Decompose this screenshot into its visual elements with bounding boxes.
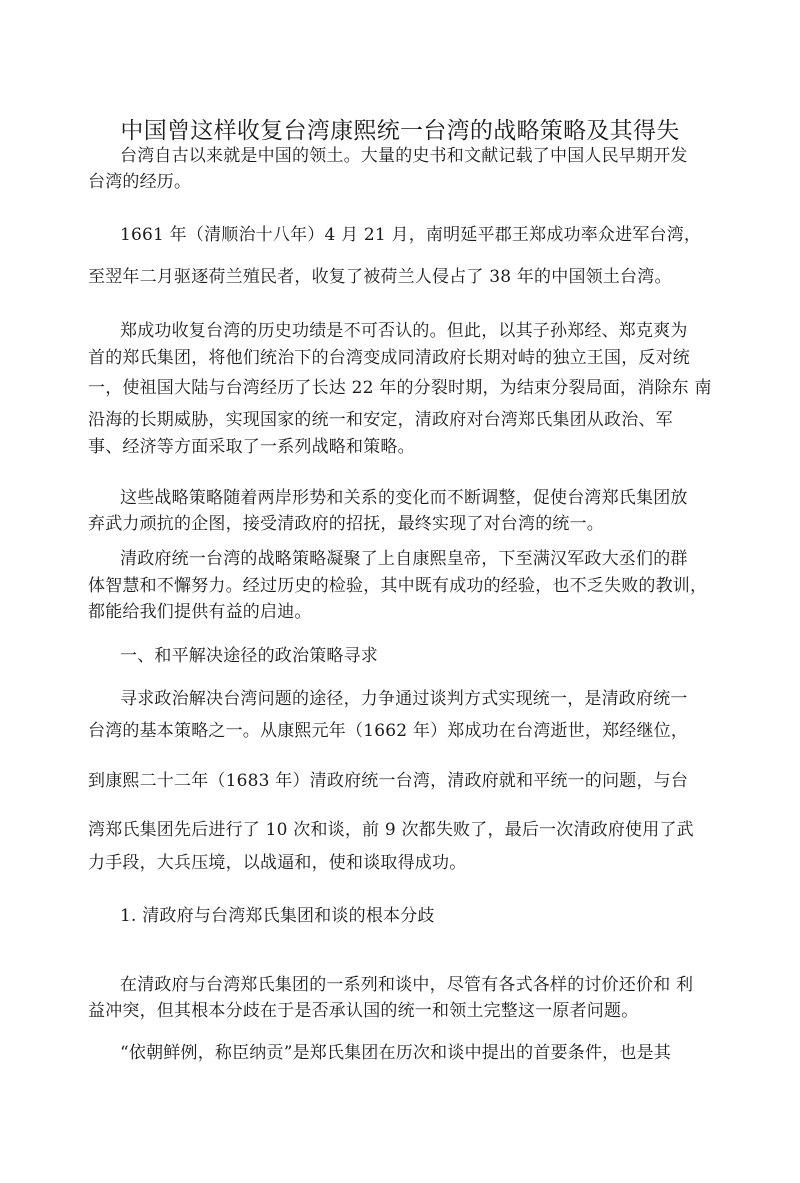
paragraph-line: 体智慧和不懈努力。经过历史的检验，其中既有成功的经验，也不乏失败的教训， [88, 576, 708, 596]
paragraph-line: 事、经济等方面采取了一系列战略和策略。 [88, 437, 415, 457]
paragraph-line: 力手段，大兵压境，以战逼和，使和谈取得成功。 [88, 853, 467, 873]
paragraph-line: 清政府统一台湾的战略策略凝聚了上自康熙皇帝，下至满汉军政大丞们的群 [120, 549, 688, 569]
paragraph-line: 寻求政治解决台湾问题的途径，力争通过谈判方式实现统一，是清政府统一 [120, 689, 688, 709]
paragraph-line: 这些战略策略随着两岸形势和关系的变化而不断调整，促使台湾郑氏集团放 [120, 488, 688, 508]
paragraph-line: 台湾自古以来就是中国的领土。大量的史书和文献记载了中国人民早期开发 [120, 146, 688, 166]
subsection-heading: 1. 清政府与台湾郑氏集团和谈的根本分歧 [120, 906, 435, 926]
paragraph-line: 都能给我们提供有益的启迪。 [88, 602, 312, 622]
paragraph-line: 台湾的经历。 [88, 172, 192, 192]
paragraph-line: 沿海的长期威胁，实现国家的统一和安定，清政府对台湾郑氏集团从政治、军 [88, 410, 673, 430]
paragraph-line: 在清政府与台湾郑氏集团的一系列和谈中，尽管有各式各样的讨价还价和 利 [120, 975, 694, 995]
paragraph-line: 台湾的基本策略之一。从康熙元年（1662 年）郑成功在台湾逝世，郑经继位， [88, 721, 689, 741]
paragraph-line: 益冲突，但其根本分歧在于是否承认国的统一和领土完整这一原者问题。 [88, 1001, 639, 1021]
paragraph-line: 到康熙二十二年（1683 年）清政府统一台湾，清政府就和平统一的问题，与台 [88, 771, 689, 791]
paragraph-line: 首的郑氏集团，将他们统治下的台湾变成同清政府长期对峙的独立王国，反对统 [88, 348, 690, 368]
paragraph-line: “依朝鲜例，称臣纳贡”是郑氏集团在历次和谈中提出的首要条件，也是其 [120, 1043, 671, 1063]
paragraph-line: 至翌年二月驱逐荷兰殖民者，收复了被荷兰人侵占了 38 年的中国领土台湾。 [88, 267, 672, 287]
paragraph-line: 一，使祖国大陆与台湾经历了长达 22 年的分裂时期，为结束分裂局面，消除东 南 [88, 378, 712, 398]
paragraph-line: 湾郑氏集团先后进行了 10 次和谈，前 9 次都失败了，最后一次清政府使用了武 [88, 820, 694, 840]
paragraph-line: 郑成功收复台湾的历史功绩是不可否认的。但此，以其子孙郑经、郑克爽为 [120, 321, 688, 341]
paragraph-line: 弃武力顽抗的企图，接受清政府的招抚，最终实现了对台湾的统一。 [88, 514, 604, 534]
document-title: 中国曾这样收复台湾康熙统一台湾的战略策略及其得失 [120, 118, 680, 144]
section-heading: 一、和平解决途径的政治策略寻求 [120, 646, 378, 666]
paragraph-line: 1661 年（清顺治十八年）4 月 21 月，南明延平郡王郑成功率众进军台湾， [120, 225, 702, 245]
